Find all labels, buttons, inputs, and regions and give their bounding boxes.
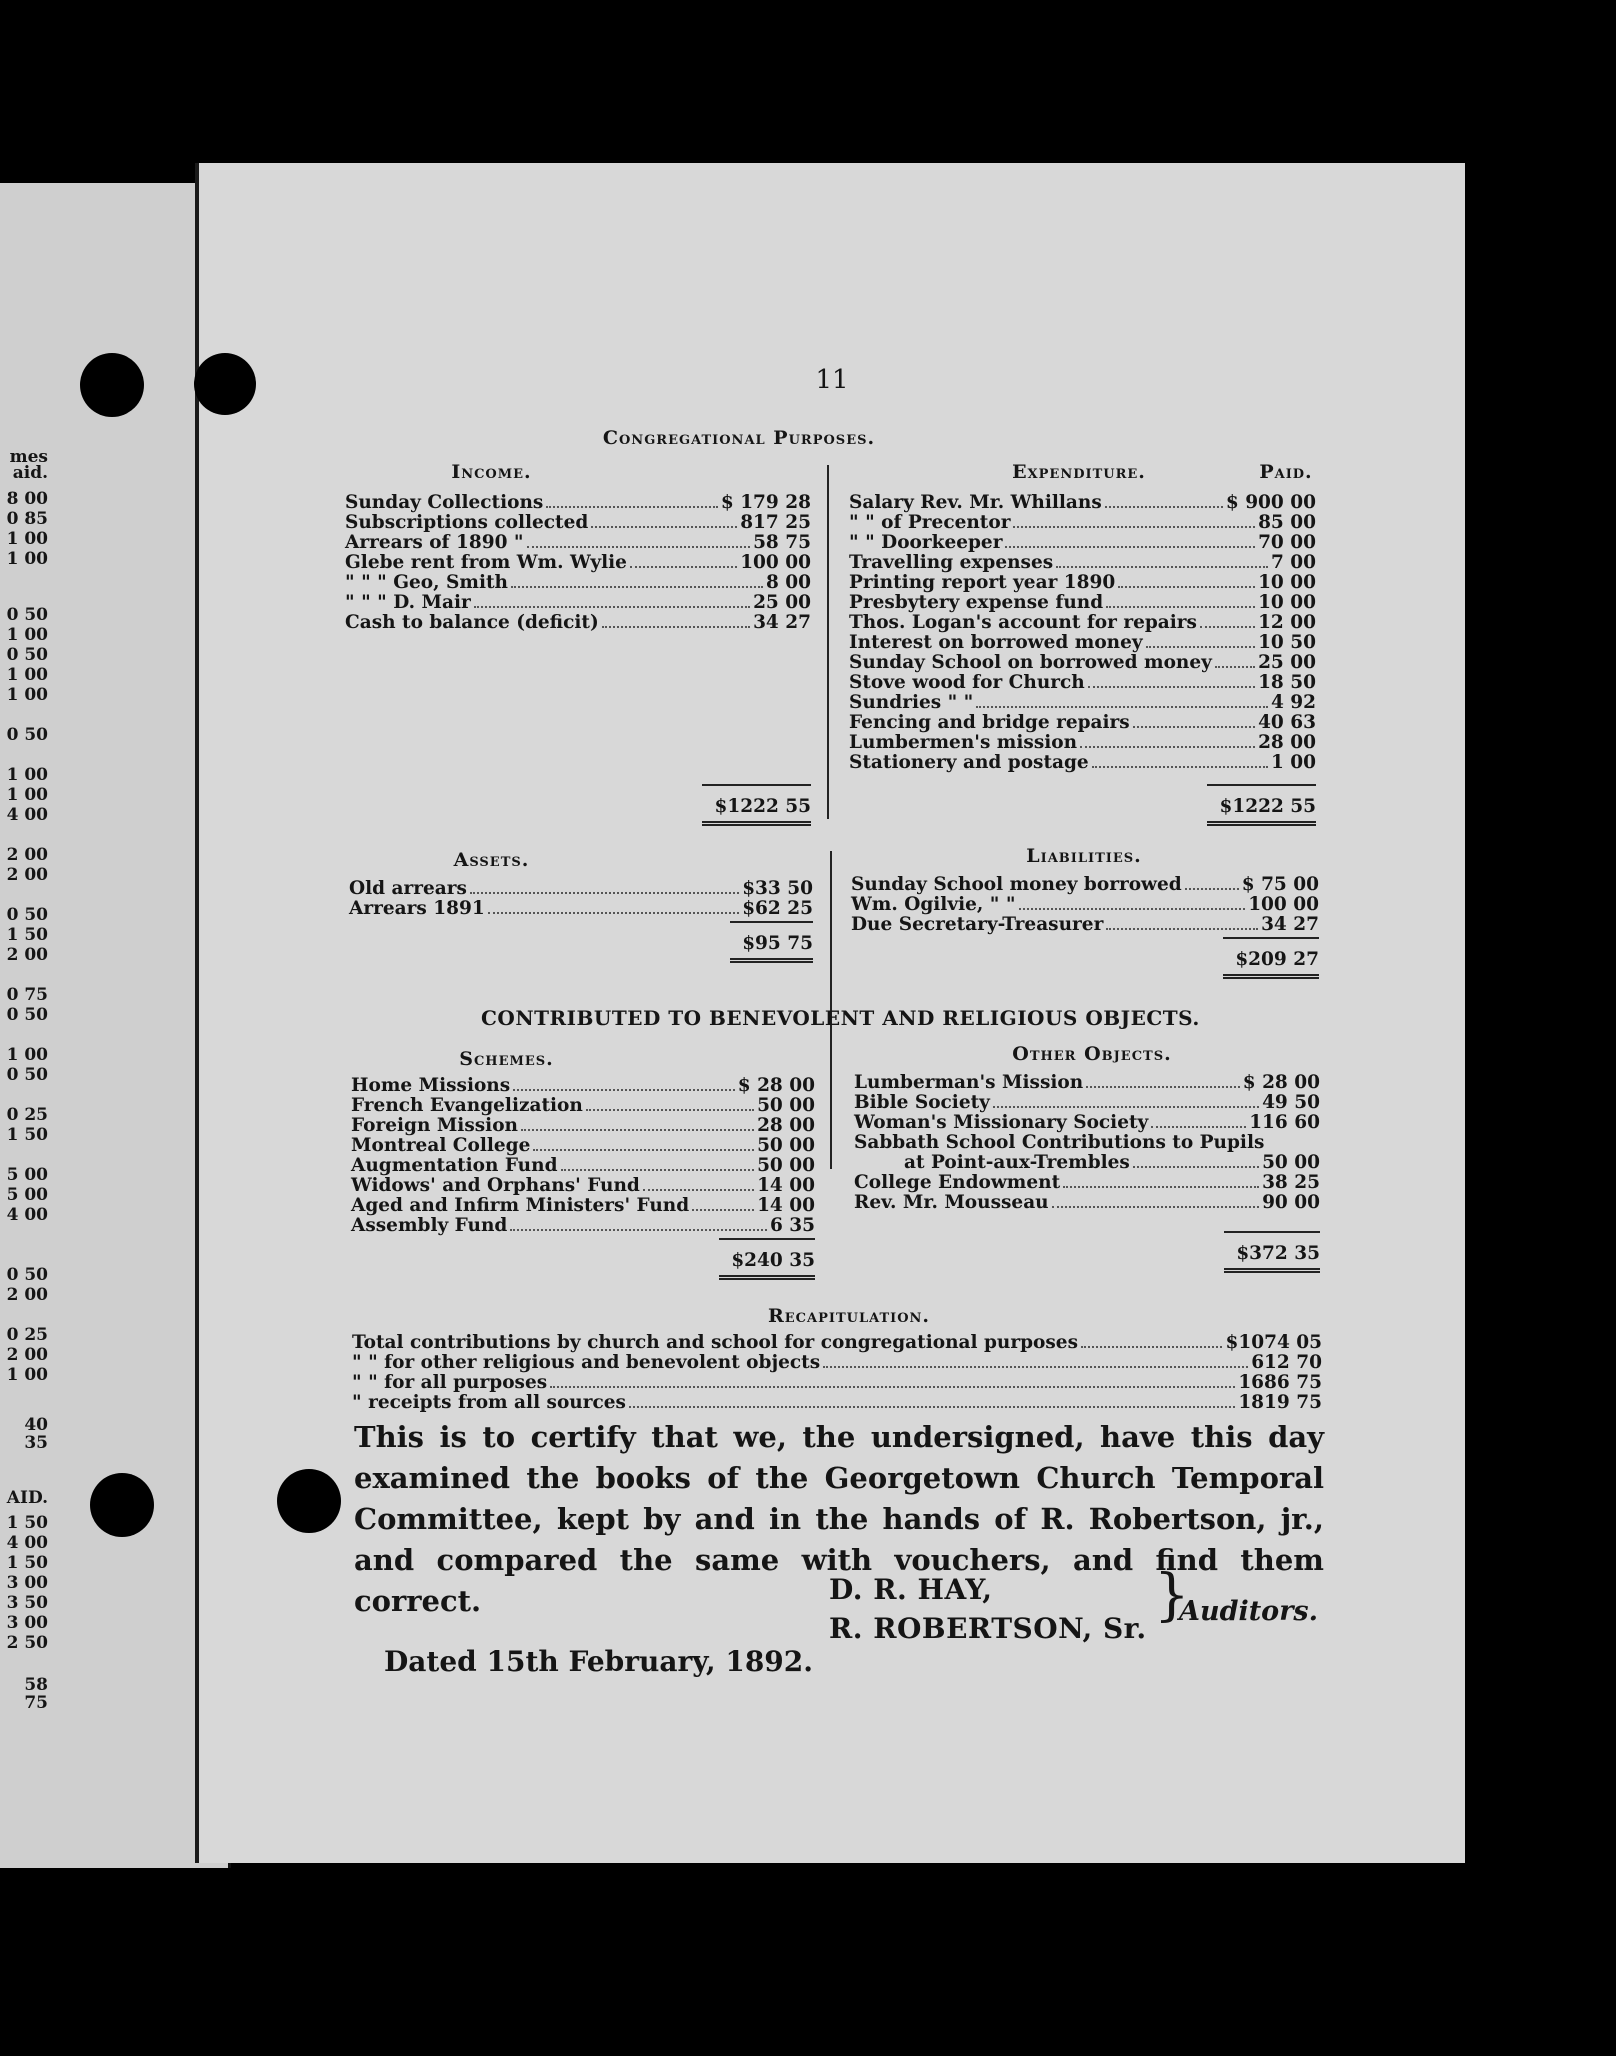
fragment-text: 0 25 xyxy=(6,1105,48,1125)
ledger-row xyxy=(352,1333,1322,1353)
row-label: Assembly Fund xyxy=(351,1215,508,1236)
section-title: Congregational Purposes. xyxy=(602,427,876,449)
row-amount: $ 28 00 xyxy=(737,1075,815,1096)
ledger-row xyxy=(351,1176,815,1196)
leader-dots xyxy=(550,1386,1235,1388)
row-amount: 38 25 xyxy=(1262,1172,1320,1193)
ledger-row xyxy=(351,1216,815,1236)
ledger-row xyxy=(345,573,811,593)
row-amount: $ 179 28 xyxy=(720,492,811,513)
row-amount: 14 00 xyxy=(757,1175,815,1196)
fragment-text: 1 00 xyxy=(6,1365,48,1385)
fragment-text: 0 50 xyxy=(6,1265,48,1285)
row-label: " " " D. Mair xyxy=(345,592,471,613)
ledger-row xyxy=(849,713,1316,733)
liabilities-total: $209 27 xyxy=(1223,937,1319,979)
row-amount: 4 92 xyxy=(1270,692,1316,713)
auditors-brace: } xyxy=(1154,1563,1190,1628)
leader-dots xyxy=(993,1106,1259,1108)
expenditure-heading: Expenditure. xyxy=(1012,461,1146,483)
fragment-text: 3 00 xyxy=(6,1573,48,1593)
row-label: Montreal College xyxy=(351,1135,531,1156)
row-label: Cash to balance (deficit) xyxy=(345,612,599,633)
fragment-text: 2 00 xyxy=(6,945,48,965)
leader-dots xyxy=(630,566,737,568)
fragment-text: mes xyxy=(9,447,48,467)
row-amount: 612 70 xyxy=(1251,1352,1322,1373)
row-label: Stove wood for Church xyxy=(849,672,1085,693)
assets-ledger xyxy=(349,879,813,919)
expenditure-total-wrap xyxy=(1116,784,1316,826)
ledger-row xyxy=(854,1133,1320,1153)
row-label: Augmentation Fund xyxy=(351,1155,558,1176)
row-amount: 28 00 xyxy=(757,1115,815,1136)
row-label: Rev. Mr. Mousseau xyxy=(854,1192,1049,1213)
ledger-row xyxy=(352,1393,1322,1413)
punch-hole xyxy=(90,1473,154,1537)
ledger-row xyxy=(351,1096,815,1116)
row-label: Sunday School on borrowed money xyxy=(849,652,1212,673)
expenditure-ledger xyxy=(849,493,1316,773)
leader-dots xyxy=(1052,1206,1259,1208)
fragment-text: 2 00 xyxy=(6,845,48,865)
row-amount: 70 00 xyxy=(1258,532,1316,553)
ledger-row xyxy=(352,1353,1322,1373)
row-amount: 100 00 xyxy=(740,552,811,573)
leader-dots xyxy=(629,1406,1235,1408)
row-label: Arrears of 1890 " xyxy=(345,532,524,553)
row-label: Presbytery expense fund xyxy=(849,592,1104,613)
row-amount: $1074 05 xyxy=(1225,1332,1322,1353)
fragment-text: AID. xyxy=(6,1488,48,1508)
ledger-row xyxy=(851,875,1319,895)
other-objects-heading: Other Objects. xyxy=(1012,1043,1172,1065)
leader-dots xyxy=(1081,1346,1222,1348)
row-amount: 85 00 xyxy=(1258,512,1316,533)
row-label: Sunday School money borrowed xyxy=(851,874,1182,895)
row-amount: 12 00 xyxy=(1258,612,1316,633)
expenditure-total: $1222 55 xyxy=(1207,784,1316,826)
leader-dots xyxy=(1118,586,1255,588)
leader-dots xyxy=(1013,526,1255,528)
ledger-row xyxy=(351,1076,815,1096)
schemes-total-wrap xyxy=(665,1238,815,1280)
row-amount: 10 00 xyxy=(1258,572,1316,593)
liabilities-heading: Liabilities. xyxy=(1026,845,1142,867)
ledger-row xyxy=(349,879,813,899)
row-label: Interest on borrowed money xyxy=(849,632,1143,653)
ledger-row xyxy=(849,593,1316,613)
fragment-text: 0 50 xyxy=(6,905,48,925)
row-amount: $33 50 xyxy=(742,878,813,899)
other-objects-total: $372 35 xyxy=(1224,1231,1320,1273)
leader-dots xyxy=(1063,1186,1259,1188)
leader-dots xyxy=(1005,546,1255,548)
ledger-row xyxy=(849,653,1316,673)
ledger-row xyxy=(849,493,1316,513)
fragment-text: 2 00 xyxy=(6,865,48,885)
ledger-row xyxy=(345,493,811,513)
ledger-row xyxy=(351,1156,815,1176)
date-line: Dated 15th February, 1892. xyxy=(384,1645,814,1678)
ledger-row xyxy=(849,613,1316,633)
leader-dots xyxy=(1215,666,1255,668)
row-label: Due Secretary-Treasurer xyxy=(851,914,1104,935)
assets-total: $95 75 xyxy=(730,921,813,963)
leader-dots xyxy=(1080,746,1255,748)
row-amount: $ 900 00 xyxy=(1225,492,1316,513)
fragment-text: 2 50 xyxy=(6,1633,48,1653)
ledger-row xyxy=(854,1173,1320,1193)
row-label: " " Doorkeeper xyxy=(849,532,1003,553)
row-amount: 817 25 xyxy=(740,512,811,533)
row-label: Lumbermen's mission xyxy=(849,732,1078,753)
punch-hole xyxy=(80,353,144,417)
punch-hole xyxy=(277,1469,341,1533)
leader-dots xyxy=(1019,908,1246,910)
fragment-text: 2 00 xyxy=(6,1345,48,1365)
row-label: Subscriptions collected xyxy=(345,512,589,533)
fragment-text: 5 00 xyxy=(6,1165,48,1185)
row-amount: 1819 75 xyxy=(1238,1392,1322,1413)
ledger-row xyxy=(849,693,1316,713)
row-amount: 10 50 xyxy=(1258,632,1316,653)
row-amount: 50 00 xyxy=(757,1135,815,1156)
row-label: " " of Precentor xyxy=(849,512,1011,533)
leader-dots xyxy=(1088,686,1255,688)
row-amount: 100 00 xyxy=(1248,894,1319,915)
leader-dots xyxy=(1105,506,1223,508)
row-amount: $62 25 xyxy=(742,898,813,919)
row-label: Stationery and postage xyxy=(849,752,1089,773)
row-label: College Endowment xyxy=(854,1172,1061,1193)
ledger-row xyxy=(345,613,811,633)
row-amount: 7 00 xyxy=(1270,552,1316,573)
fragment-text: 1 00 xyxy=(6,1045,48,1065)
fragment-text: 0 50 xyxy=(6,605,48,625)
benevolent-title: CONTRIBUTED TO BENEVOLENT AND RELIGIOUS OBJECTS. xyxy=(481,1006,1200,1030)
paid-heading: Paid. xyxy=(1259,461,1313,483)
row-amount: 25 00 xyxy=(753,592,811,613)
row-label: Sunday Collections xyxy=(345,492,544,513)
row-label: " " for other religious and benevolent objects xyxy=(352,1352,821,1373)
row-label: Travelling expenses xyxy=(849,552,1054,573)
row-label: " " " Geo, Smith xyxy=(345,572,508,593)
schemes-heading: Schemes. xyxy=(459,1048,554,1070)
leader-dots xyxy=(546,506,718,508)
leader-dots xyxy=(1086,1086,1240,1088)
leader-dots xyxy=(643,1189,754,1191)
fragment-text: aid. xyxy=(12,463,48,483)
ledger-row xyxy=(849,633,1316,653)
fragment-text: 3 00 xyxy=(6,1613,48,1633)
auditors-label: Auditors. xyxy=(1179,1596,1319,1627)
ledger-row xyxy=(352,1373,1322,1393)
fragment-text: 1 50 xyxy=(6,1513,48,1533)
recapitulation-heading: Recapitulation. xyxy=(767,1305,931,1327)
row-label: Salary Rev. Mr. Whillans xyxy=(849,492,1102,513)
leader-dots xyxy=(511,586,763,588)
leader-dots xyxy=(1151,1126,1246,1128)
row-amount: 14 00 xyxy=(757,1195,815,1216)
certification-text: This is to certify that we, the undersigned, have this day examined the books of the Georgetown Church Temporal Committee, kept by and in the hands of R. Robertson, jr., and compared the same with vouchers, and find them correct. xyxy=(354,1420,1324,1618)
other-objects-total-wrap xyxy=(1180,1231,1320,1273)
income-total: $1222 55 xyxy=(702,784,811,826)
row-label: Sundries " " xyxy=(849,692,974,713)
leader-dots xyxy=(586,1109,754,1111)
row-amount: 116 60 xyxy=(1249,1112,1320,1133)
income-ledger xyxy=(345,493,811,633)
leader-dots xyxy=(488,912,739,914)
assets-heading: Assets. xyxy=(453,849,530,871)
ledger-row xyxy=(854,1113,1320,1133)
row-label: Foreign Mission xyxy=(351,1115,518,1136)
ledger-row xyxy=(849,533,1316,553)
row-label: Home Missions xyxy=(351,1075,511,1096)
leader-dots xyxy=(527,546,751,548)
row-amount: 40 63 xyxy=(1258,712,1316,733)
page-number: 11 xyxy=(815,365,849,395)
fragment-text: 1 50 xyxy=(6,1553,48,1573)
leader-dots xyxy=(470,892,739,894)
liabilities-ledger xyxy=(851,875,1319,935)
fragment-text: 8 00 xyxy=(6,489,48,509)
row-label: Total contributions by church and school for congregational purposes xyxy=(352,1332,1078,1353)
fragment-text: 0 50 xyxy=(6,725,48,745)
row-label: at Point-aux-Trembles xyxy=(904,1152,1130,1173)
fragment-text: 0 25 xyxy=(6,1325,48,1345)
ledger-row xyxy=(349,899,813,919)
leader-dots xyxy=(1133,726,1255,728)
fragment-text: 0 50 xyxy=(6,645,48,665)
row-amount: $ 28 00 xyxy=(1242,1072,1320,1093)
fragment-text: 4 00 xyxy=(6,1533,48,1553)
leader-dots xyxy=(602,626,750,628)
other-objects-ledger xyxy=(854,1073,1320,1213)
leader-dots xyxy=(1106,928,1258,930)
leader-dots xyxy=(1106,606,1255,608)
ledger-row xyxy=(351,1136,815,1156)
row-label: Arrears 1891 xyxy=(349,898,485,919)
row-label: Aged and Infirm Ministers' Fund xyxy=(351,1195,690,1216)
row-amount: 8 00 xyxy=(765,572,811,593)
fragment-text: 4 00 xyxy=(6,805,48,825)
ledger-row xyxy=(854,1073,1320,1093)
assets-total-wrap xyxy=(663,921,813,963)
income-total-wrap xyxy=(611,784,811,826)
fragment-text: 1 50 xyxy=(6,1125,48,1145)
row-amount: 34 27 xyxy=(753,612,811,633)
auditor-robertson: R. ROBERTSON, Sr. xyxy=(829,1612,1147,1645)
liabilities-total-wrap xyxy=(1169,937,1319,979)
ledger-row xyxy=(849,673,1316,693)
ledger-row xyxy=(345,553,811,573)
ledger-row xyxy=(849,573,1316,593)
row-label: Glebe rent from Wm. Wylie xyxy=(345,552,627,573)
fragment-text: 3 50 xyxy=(6,1593,48,1613)
fragment-text: 0 75 xyxy=(6,985,48,1005)
income-heading: Income. xyxy=(451,461,532,483)
leader-dots xyxy=(533,1149,754,1151)
leader-dots xyxy=(521,1129,754,1131)
ledger-row xyxy=(345,533,811,553)
row-label: Lumberman's Mission xyxy=(854,1072,1084,1093)
fragment-text: 0 50 xyxy=(6,1065,48,1085)
fragment-text: 4 00 xyxy=(6,1205,48,1225)
fragment-text: 0 85 xyxy=(6,509,48,529)
leader-dots xyxy=(561,1169,755,1171)
recapitulation-ledger xyxy=(352,1333,1322,1413)
fragment-text: 2 00 xyxy=(6,1285,48,1305)
ledger-row xyxy=(849,733,1316,753)
fragment-text: 1 00 xyxy=(6,785,48,805)
ledger-row xyxy=(345,593,811,613)
fragment-text: 1 00 xyxy=(6,625,48,645)
row-label: Thos. Logan's account for repairs xyxy=(849,612,1197,633)
leader-dots xyxy=(591,526,737,528)
row-amount: 50 00 xyxy=(1262,1152,1320,1173)
leader-dots xyxy=(976,706,1268,708)
ledger-row xyxy=(351,1116,815,1136)
fragment-text: 40 35 xyxy=(24,1415,48,1453)
row-amount: 50 00 xyxy=(757,1155,815,1176)
row-label: " receipts from all sources xyxy=(352,1392,626,1413)
leader-dots xyxy=(474,606,750,608)
row-amount: 49 50 xyxy=(1262,1092,1320,1113)
row-label: " " for all purposes xyxy=(352,1372,548,1393)
leader-dots xyxy=(1056,566,1268,568)
ledger-row xyxy=(854,1193,1320,1213)
row-label: Bible Society xyxy=(854,1092,990,1113)
row-amount: 90 00 xyxy=(1262,1192,1320,1213)
ledger-row xyxy=(851,895,1319,915)
ledger-row xyxy=(849,753,1316,773)
row-label: Printing report year 1890 xyxy=(849,572,1116,593)
row-amount: 58 75 xyxy=(753,532,811,553)
fragment-text: 58 75 xyxy=(24,1675,48,1713)
row-amount: 25 00 xyxy=(1258,652,1316,673)
row-label: Fencing and bridge repairs xyxy=(849,712,1130,733)
leader-dots xyxy=(1133,1166,1259,1168)
schemes-total: $240 35 xyxy=(719,1238,815,1280)
leader-dots xyxy=(513,1089,735,1091)
document-page xyxy=(195,163,1465,1863)
leader-dots xyxy=(1200,626,1255,628)
row-amount: 10 00 xyxy=(1258,592,1316,613)
row-amount: 28 00 xyxy=(1258,732,1316,753)
row-amount: $ 75 00 xyxy=(1241,874,1319,895)
fragment-text: 1 00 xyxy=(6,665,48,685)
leader-dots xyxy=(510,1229,767,1231)
leader-dots xyxy=(1092,766,1268,768)
row-label: Woman's Missionary Society xyxy=(854,1112,1149,1133)
fragment-text: 1 00 xyxy=(6,765,48,785)
leader-dots xyxy=(692,1209,754,1211)
fragment-text: 0 50 xyxy=(6,1005,48,1025)
fragment-text: 1 00 xyxy=(6,549,48,569)
row-amount: 50 00 xyxy=(757,1095,815,1116)
ledger-row xyxy=(849,513,1316,533)
column-divider xyxy=(827,465,829,819)
fragment-text: 1 00 xyxy=(6,685,48,705)
row-amount: 1 00 xyxy=(1270,752,1316,773)
row-amount: 6 35 xyxy=(769,1215,815,1236)
row-amount: 34 27 xyxy=(1261,914,1319,935)
ledger-row xyxy=(854,1093,1320,1113)
ledger-row xyxy=(351,1196,815,1216)
leader-dots xyxy=(823,1366,1248,1368)
row-label: Wm. Ogilvie, " " xyxy=(851,894,1016,915)
row-label: Widows' and Orphans' Fund xyxy=(351,1175,640,1196)
ledger-row xyxy=(851,915,1319,935)
leader-dots xyxy=(1185,888,1239,890)
row-label: Old arrears xyxy=(349,878,467,899)
auditor-hay: D. R. HAY, xyxy=(829,1573,993,1606)
fragment-text: 1 50 xyxy=(6,925,48,945)
fragment-text: 1 00 xyxy=(6,529,48,549)
leader-dots xyxy=(1146,646,1255,648)
ledger-row xyxy=(849,553,1316,573)
schemes-ledger xyxy=(351,1076,815,1236)
row-amount: 18 50 xyxy=(1258,672,1316,693)
ledger-row xyxy=(854,1153,1320,1173)
row-amount: 1686 75 xyxy=(1238,1372,1322,1393)
fragment-text: 5 00 xyxy=(6,1185,48,1205)
row-label: Sabbath School Contributions to Pupils xyxy=(854,1132,1265,1153)
row-label: French Evangelization xyxy=(351,1095,583,1116)
ledger-row xyxy=(345,513,811,533)
